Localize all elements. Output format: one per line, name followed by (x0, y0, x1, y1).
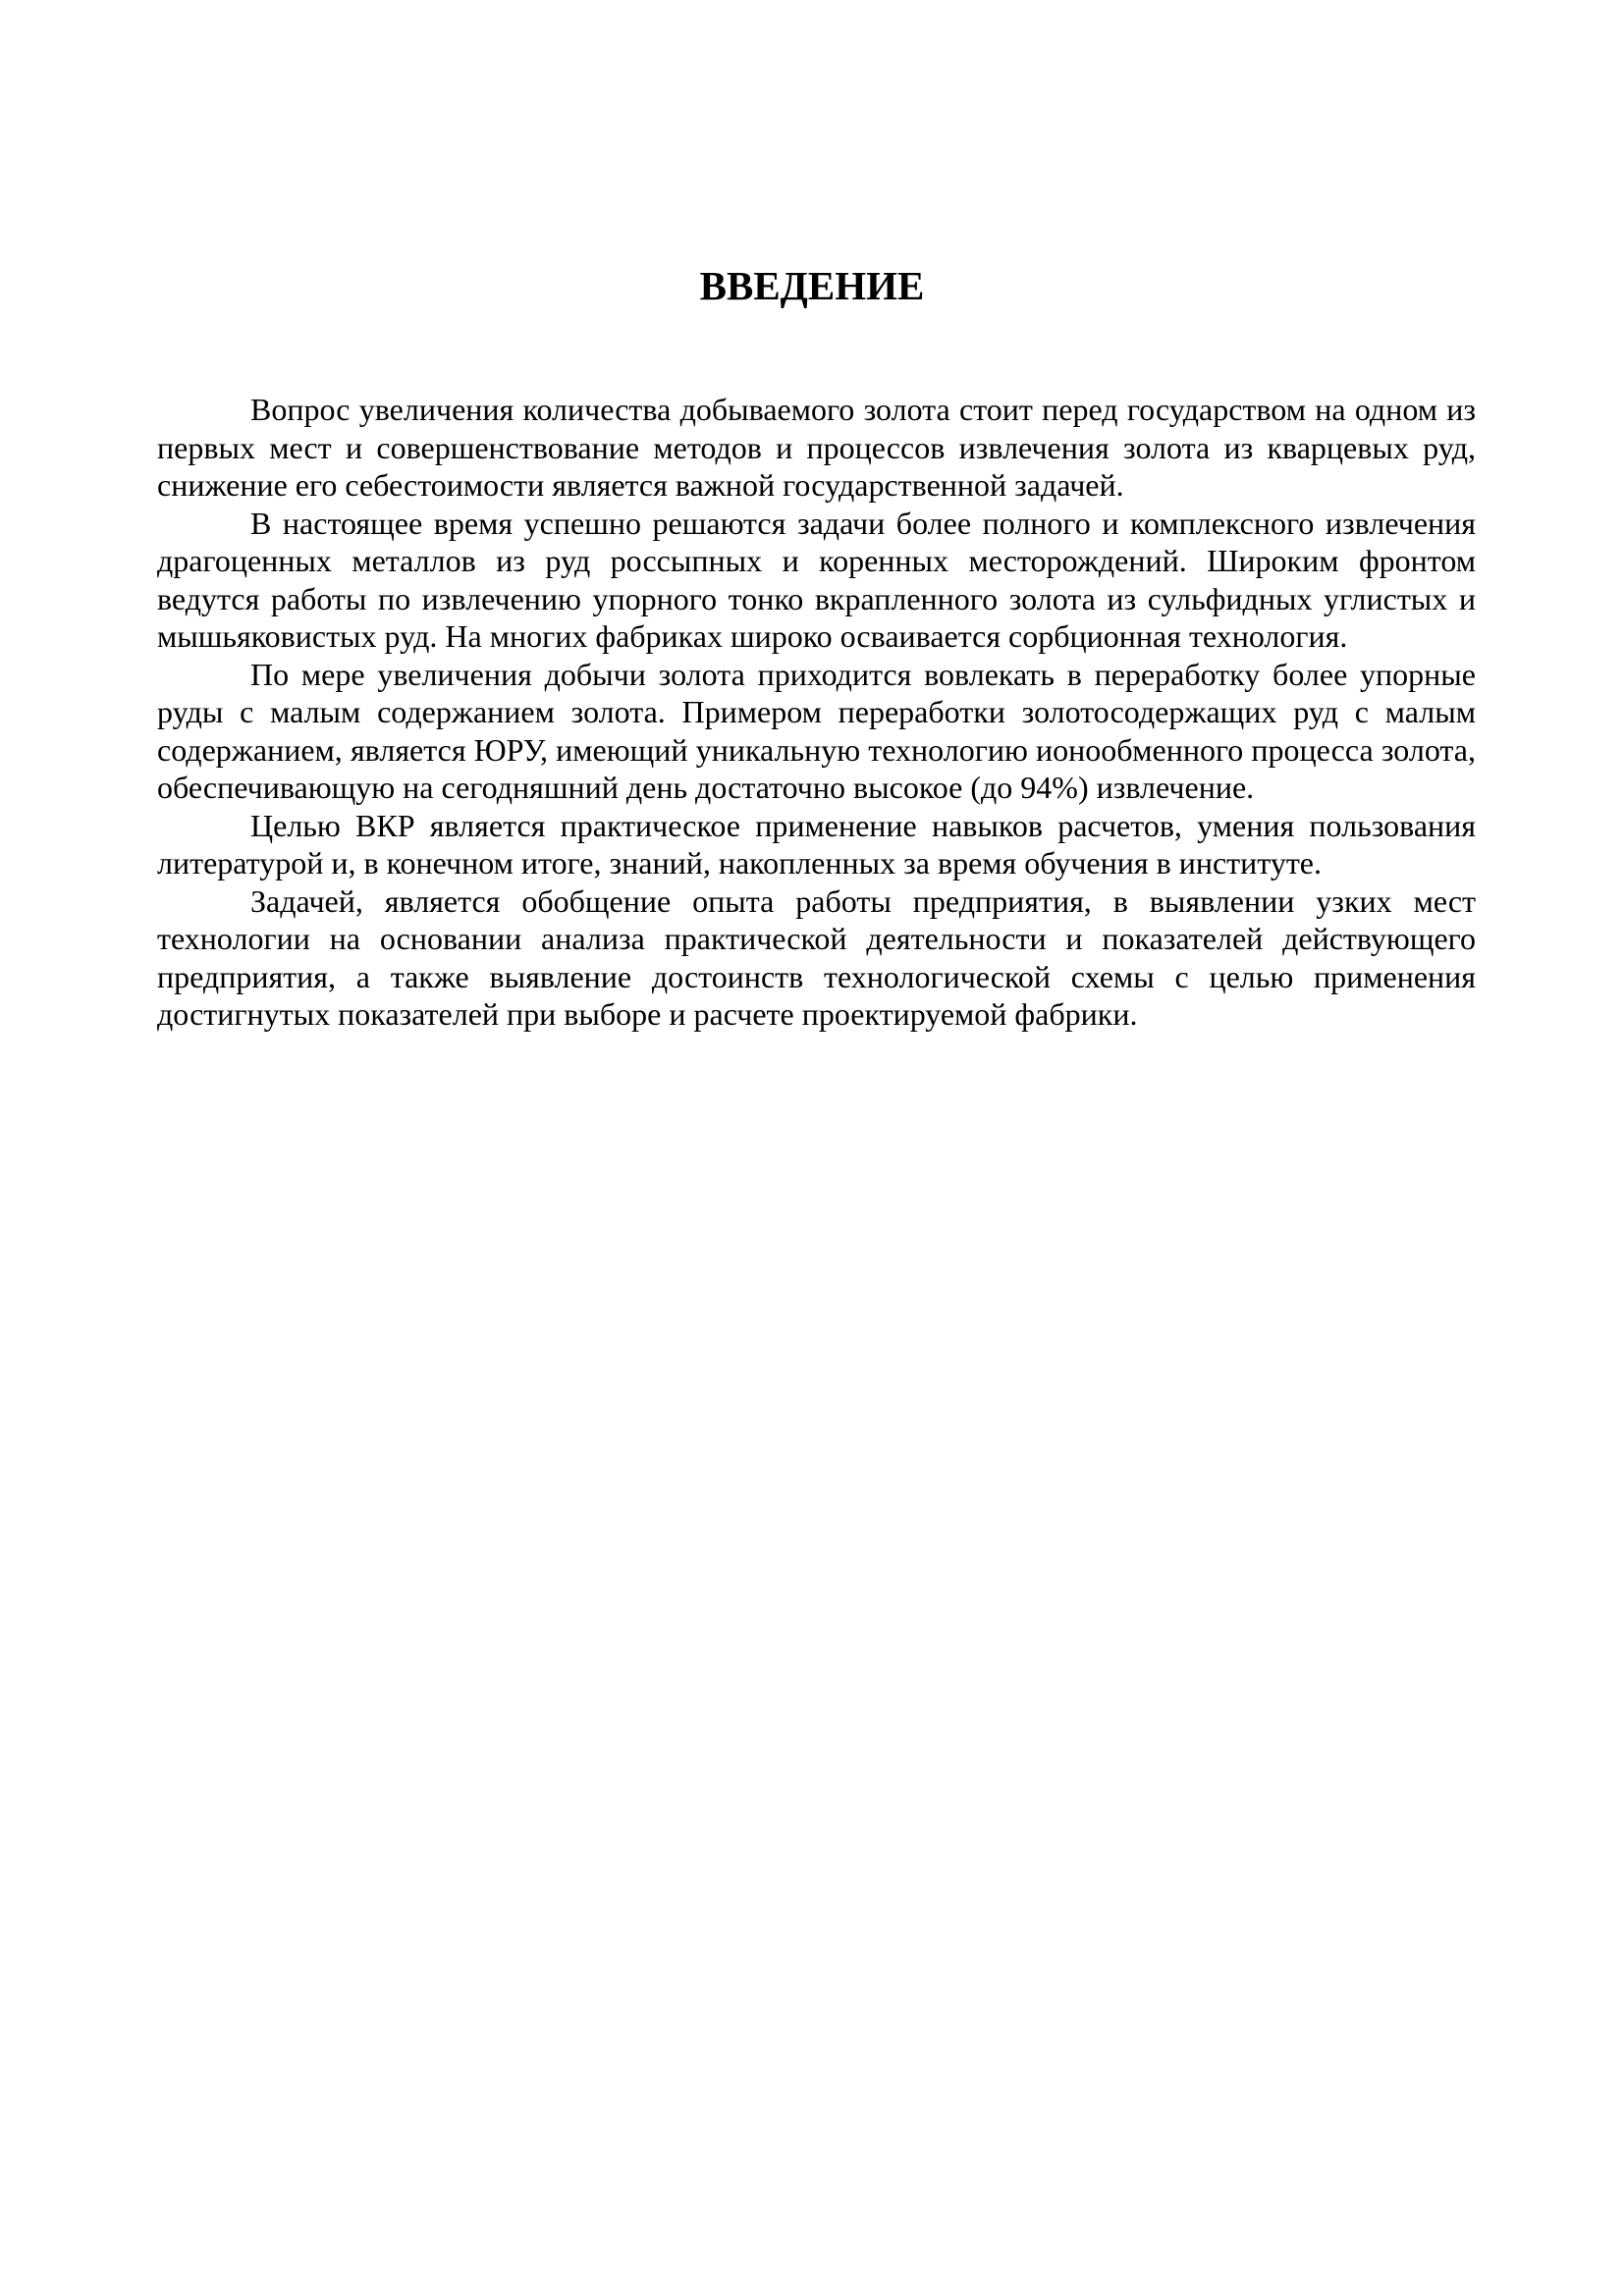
page-title: ВВЕДЕНИЕ (699, 263, 925, 308)
paragraph-4: Целью ВКР является практическое применение навыков расчетов, умения пользования литературой и, в конечном итоге, знаний, накопленных за время обучения в институте. (157, 807, 1476, 881)
document-body (157, 391, 1476, 1034)
paragraph-1: Вопрос увеличения количества добываемого золота стоит перед государством на одном из первых мест и совершенствование методов и процессов извлечения золота из кварцевых руд, снижение его себестоимости является важной государственной задачей. (157, 392, 1476, 503)
paragraph-5: Задачей, является обобщение опыта работы предприятия, в выявлении узких мест технологии на основании анализа практической деятельности и показателей действующего предприятия, а также выявление достоинств технологической схемы с целью применения достигнутых показателей при выборе и расчете проектируемой фабрики. (157, 882, 1476, 1032)
paragraph-3: По мере увеличения добычи золота приходится вовлекать в переработку более упорные руды с малым содержанием золота. Примером переработки золотосодержащих руд с малым содержанием, является ЮРУ, имеющий уникальную технологию ионообменного процесса золота, обеспечивающую на сегодняшний день достаточно высокое (до 94%) извлечение. (157, 656, 1476, 805)
paragraph-2: В настоящее время успешно решаются задачи более полного и комплексного извлечения драгоценных металлов из руд россыпных и коренных месторождений. Широким фронтом ведутся работы по извлечению упорного тонко вкрапленного золота из сульфидных углистых и мышьяковистых руд. На многих фабриках широко осваивается сорбционная технология. (157, 505, 1476, 654)
